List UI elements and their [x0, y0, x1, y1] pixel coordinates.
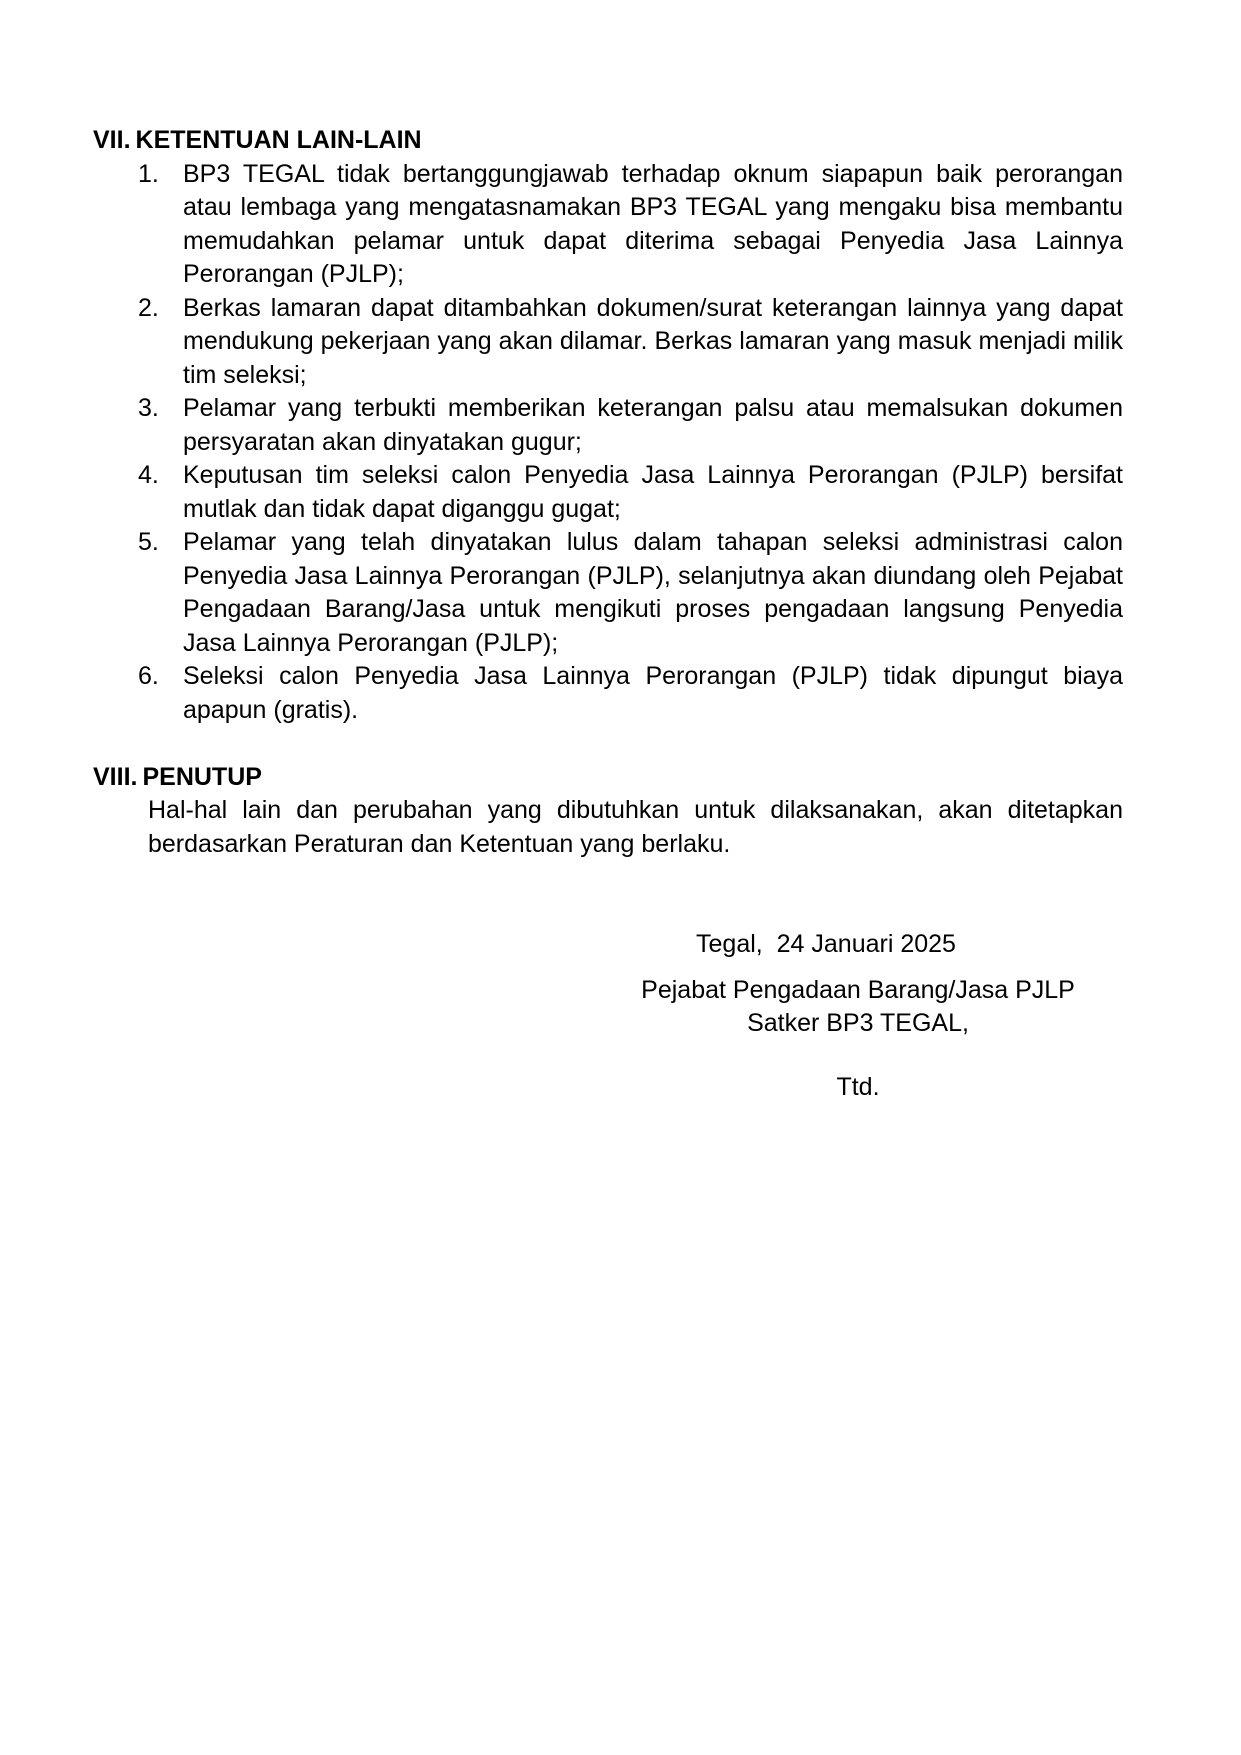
list-item-text: Pelamar yang terbukti memberikan keterangan palsu atau memalsukan dokumen persyaratan akan dinyatakan gugur;: [183, 394, 1123, 456]
section-heading-viii: [93, 761, 1123, 795]
list-item: [138, 292, 1123, 393]
list-item-text: Seleksi calon Penyedia Jasa Lainnya Perorangan (PJLP) tidak dipungut biaya apapun (gratis).: [183, 662, 1123, 724]
section-penutup: [93, 761, 1123, 862]
section-heading-vii: [93, 124, 1123, 158]
section-spacer: [93, 727, 1123, 761]
signed-abbreviation: Ttd.: [836, 1072, 880, 1101]
list-item: [138, 526, 1123, 660]
signatory-title: Pejabat Pengadaan Barang/Jasa PJLP: [641, 975, 1075, 1004]
list-item: [138, 459, 1123, 526]
section-title: KETENTUAN LAIN-LAIN: [135, 126, 422, 154]
list-item-text: Berkas lamaran dapat ditambahkan dokumen/surat keterangan lainnya yang dapat mendukung pekerjaan yang akan dilamar. Berkas lamaran yang masuk menjadi milik tim seleksi;: [183, 293, 1123, 389]
list-item-number: 6.: [138, 662, 159, 690]
list-item: [138, 158, 1123, 292]
section-title: PENUTUP: [142, 762, 262, 791]
list-item: [138, 660, 1123, 727]
list-item-text: BP3 TEGAL tidak bertanggungjawab terhadap oknum siapapun baik perorangan atau lembaga yang mengatasnamakan BP3 TEGAL yang mengaku bisa membantu memudahkan pelamar untuk dapat diterima sebagai Penyedia Jasa Lainnya Perorangan (PJLP);: [183, 159, 1123, 288]
list-item-number: 5.: [138, 528, 159, 556]
signatory-unit: Satker BP3 TEGAL,: [747, 1009, 969, 1037]
section-ketentuan-lain-lain: [93, 124, 1123, 727]
section-number: VII.: [93, 126, 131, 154]
list-item-text: Pelamar yang telah dinyatakan lulus dalam tahapan seleksi administrasi calon Penyedia Jasa Lainnya Perorangan (PJLP), selanjutnya akan diundang oleh Pejabat Pengadaan Barang/Jasa untuk mengikuti proses pengadaan langsung Penyedia Jasa Lainnya Perorangan (PJLP);: [183, 528, 1123, 657]
list-item-number: 1.: [138, 159, 159, 188]
list-item-number: 2.: [138, 293, 159, 322]
section-number: VIII.: [93, 762, 138, 791]
list-item: [138, 392, 1123, 459]
place-and-date: Tegal, 24 Januari 2025: [696, 930, 956, 958]
list-item-number: 3.: [138, 394, 159, 422]
list-item-number: 4.: [138, 461, 159, 489]
closing-paragraph: Hal-hal lain dan perubahan yang dibutuhkan untuk dilaksanakan, akan ditetapkan berdasarkan Peraturan dan Ketentuan yang berlaku.: [148, 796, 1123, 858]
signature-block: [593, 928, 1123, 1104]
list-item-text: Keputusan tim seleksi calon Penyedia Jasa Lainnya Perorangan (PJLP) bersifat mutlak dan tidak dapat diganggu gugat;: [183, 461, 1123, 523]
numbered-list: [93, 158, 1123, 728]
